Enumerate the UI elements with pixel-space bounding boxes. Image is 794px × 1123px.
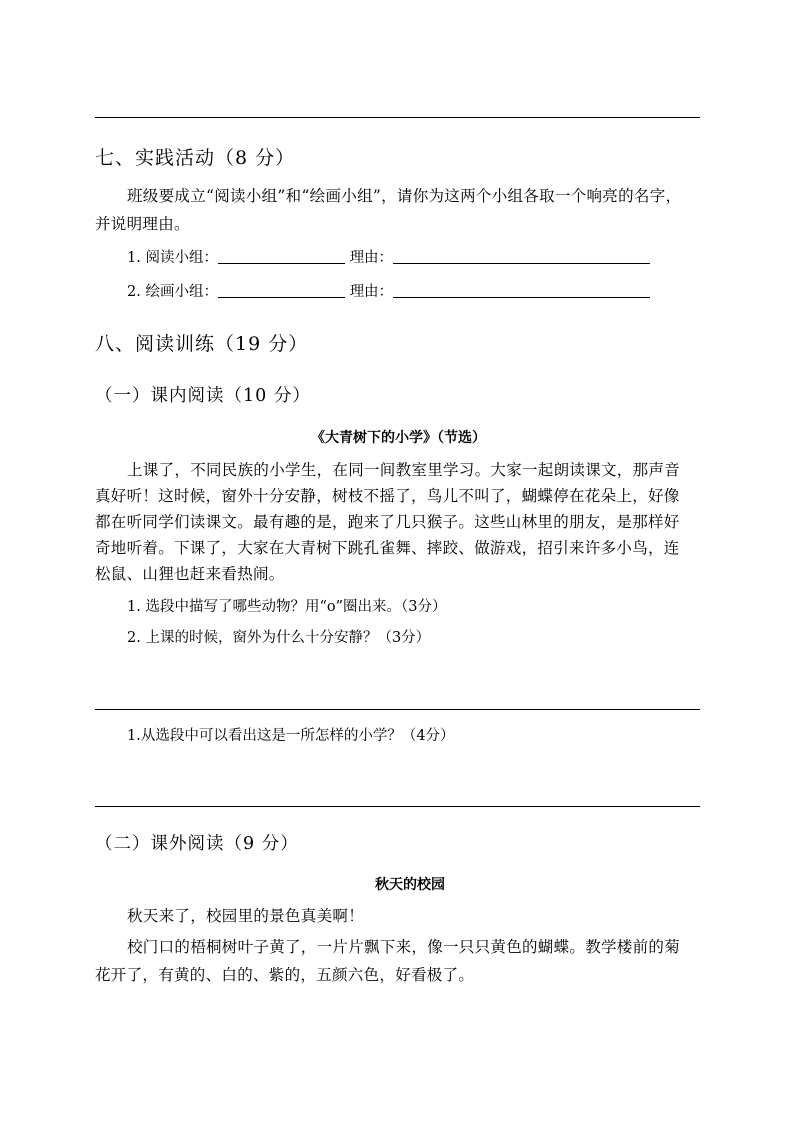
reading-group-row — [127, 246, 650, 267]
reading-group-name-blank[interactable] — [218, 262, 345, 264]
reading-group-reason-blank[interactable] — [393, 262, 650, 264]
answer-line-q2[interactable] — [95, 709, 700, 710]
part-1-passage-line: 都在听同学们读课文。最有趣的是，跑来了几只猴子。这些山林里的朋友，是那样好 — [95, 513, 680, 531]
part-2-passage-line: 秋天来了，校园里的景色真美啊！ — [127, 907, 365, 925]
drawing-group-reason-label: 理由： — [349, 284, 394, 300]
drawing-group-label: 2. 绘画小组： — [127, 284, 218, 300]
part-2-passage-line: 校门口的梧桐树叶子黄了，一片片飘下来，像一只只黄色的蝴蝶。教学楼前的菊 — [127, 938, 681, 956]
question-3: 1.从选段中可以看出这是一所怎样的小学？（4分） — [127, 728, 455, 744]
question-2: 2. 上课的时候，窗外为什么十分安静？（3分） — [127, 630, 431, 646]
question-1: 1. 选段中描写了哪些动物？用“o”圈出来。（3分） — [127, 599, 447, 615]
part-1-passage-title: 《大青树下的小学》（节选） — [311, 430, 486, 446]
section-8-heading: 八、阅读训练（19 分） — [95, 333, 309, 355]
section-7-intro-line2: 并说明理由。 — [95, 215, 190, 233]
part-1-heading: （一）课内阅读（10 分） — [95, 386, 311, 406]
part-1-passage-line: 上课了，不同民族的小学生，在同一间教室里学习。大家一起朗读课文，那声音 — [127, 461, 681, 479]
part-1-passage-line: 奇地听着。下课了，大家在大青树下跳孔雀舞、摔跤、做游戏，招引来许多小鸟，连 — [95, 539, 680, 557]
reading-group-label: 1. 阅读小组： — [127, 250, 218, 266]
drawing-group-name-blank[interactable] — [218, 296, 345, 298]
answer-line-q3[interactable] — [95, 806, 700, 807]
drawing-group-reason-blank[interactable] — [393, 296, 650, 298]
divider-top — [95, 117, 700, 118]
reading-group-reason-label: 理由： — [349, 250, 394, 266]
section-7-intro-line1: 班级要成立“阅读小组”和“绘画小组”，请你为这两个小组各取一个响亮的名字， — [127, 187, 682, 205]
part-2-passage-line: 花开了，有黄的、白的、紫的，五颜六色，好看极了。 — [95, 966, 475, 984]
part-1-passage-line: 真好听！这时候，窗外十分安静，树枝不摇了，鸟儿不叫了，蝴蝶停在花朵上，好像 — [95, 487, 680, 505]
part-2-passage-title: 秋天的校园 — [375, 877, 445, 893]
section-7-heading: 七、实践活动（8 分） — [95, 147, 296, 169]
drawing-group-row — [127, 280, 650, 301]
part-1-passage-line: 松鼠、山狸也赶来看热闹。 — [95, 565, 285, 583]
part-2-heading: （二）课外阅读（9 分） — [95, 834, 299, 854]
